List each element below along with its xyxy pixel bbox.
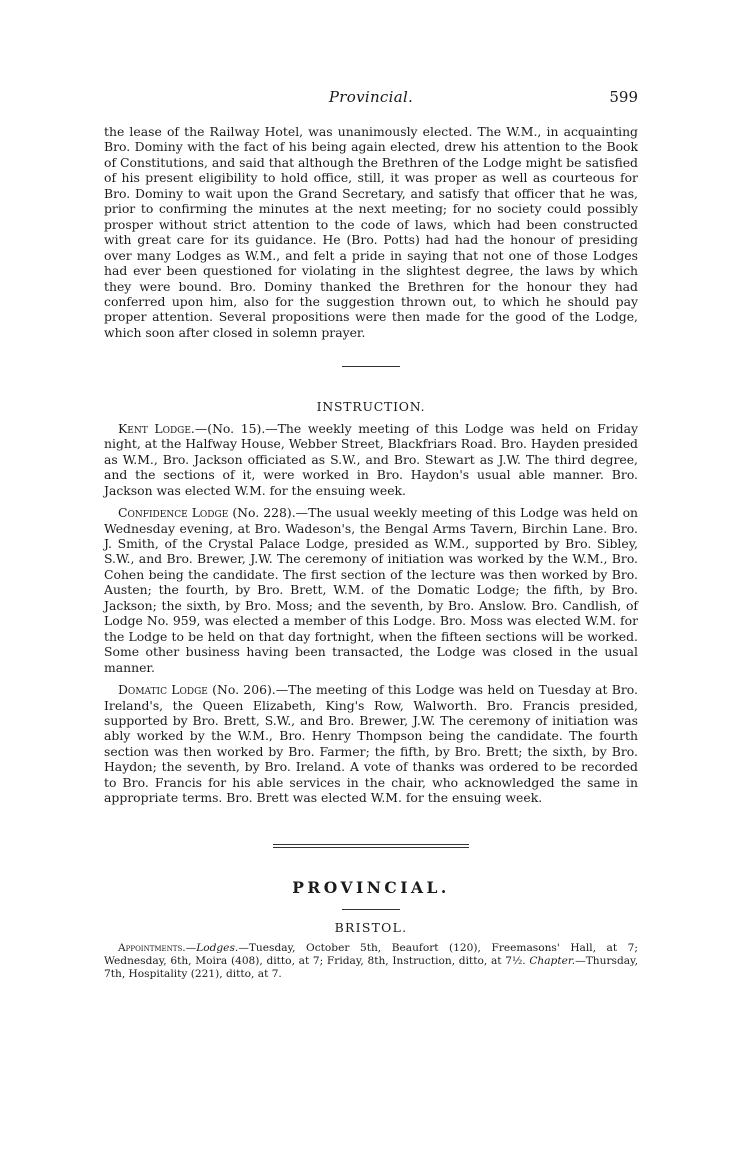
running-head <box>104 88 638 108</box>
bristol-subheading: BRISTOL. <box>334 920 408 936</box>
provincial-heading: PROVINCIAL. <box>292 877 450 897</box>
instruction-heading: INSTRUCTION. <box>316 399 426 415</box>
continuation-paragraph: the lease of the Railway Hotel, was unanimously elected. The W.M., in acquainting Bro. Dominy with the fact of his being again elected, drew his attention to the Book of Constitutions, and said that although the Brethren of the Lodge might be satisfied of his present eligibility to hold office, still, it was proper as well as courteous for Bro. Dominy to wait upon the Grand Secretary, and satisfy that officer that he was, prior to confirming the minutes at the next meeting; for no society could possibly prosper without strict attention to the code of laws, which had been constructed with great care for its guidance. He (Bro. Potts) had had the honour of presiding over many Lodges as W.M., and felt a pride in saying that not one of those Lodges had ever been questioned for violating in the slightest degree, the laws by which they were bound. Bro. Dominy thanked the Brethren for the honour they had conferred upon him, also for the suggestion thrown out, to which he should pay proper attention. Several propositions were then made for the good of the Lodge, which soon after closed in solemn prayer. <box>104 124 638 340</box>
entry-text: (No. 206).—The meeting of this Lodge was held on Tuesday at Bro. Ireland's, the Queen Elizabeth, King's Row, Walworth. Bro. Francis presided, supported by Bro. Brett, S.W., and Bro. Brewer, J.W. The ceremony of initiation was ably worked by the W.M., Bro. Henry Thompson being the candidate. The fourth section was then worked by Bro. Farmer; the fifth, by Bro. Brett; the sixth, by Bro. Haydon; the seventh, by Bro. Ireland. A vote of thanks was ordered to be recorded to Bro. Francis for his able services in the chair, who acknowledged the same in appropriate terms. Bro. Brett was elected W.M. for the ensuing week. <box>104 682 638 806</box>
entry-kent-lodge <box>104 421 638 498</box>
page-content <box>104 124 638 982</box>
dash: — <box>185 941 197 954</box>
entry-confidence-lodge <box>104 505 638 675</box>
heading-underline <box>342 909 400 910</box>
appointments-label: Appointments. <box>118 941 186 954</box>
entry-text: —(No. 15).—The weekly meeting of this Lodge was held on Friday night, at the Halfway House, Webber Street, Blackfriars Road. Bro. Hayden presided as W.M., Bro. Jackson officiated as S.W., and Bro. Stewart as J.W. The third degree, and the sections of it, were worked in Bro. Haydon's usual able manner. Bro. Jackson was elected W.M. for the ensuing week. <box>104 420 638 498</box>
lodge-name-domatic: Domatic Lodge <box>118 682 208 698</box>
lodge-name-kent: Kent Lodge. <box>118 420 195 436</box>
lodges-text: —Tuesday, October 5th, Beaufort (120), Freemasons' Hall, at 7; Wednesday, 6th, Moira (408), ditto, at 7; Friday, 8th, Instruction, ditto, at 7½. <box>104 941 638 967</box>
running-title: Provincial. <box>328 88 414 106</box>
section-divider <box>342 366 400 367</box>
chapter-label: Chapter. <box>529 954 576 967</box>
entry-domatic-lodge <box>104 682 638 806</box>
double-rule-divider <box>273 844 469 848</box>
entry-text: (No. 228).—The usual weekly meeting of this Lodge was held on Wednesday evening, at Bro. Wadeson's, the Bengal Arms Tavern, Birchin Lane. Bro. J. Smith, of the Crystal Palace Lodge, presided as W.M., supported by Bro. Sibley, S.W., and Bro. Brewer, J.W. The ceremony of initiation was worked by the W.M., Bro. Cohen being the candidate. The first section of the lecture was then worked by Bro. Austen; the fourth, by Bro. Brett, W.M. of the Domatic Lodge; the fifth, by Bro. Jackson; the sixth, by Bro. Moss; and the seventh, by Bro. Anslow. Bro. Candlish, of Lodge No. 959, was elected a member of this Lodge. Bro. Moss was elected W.M. for the Lodge to be held on that day fortnight, when the fifteen sections will be worked. Some other business having been transacted, the Lodge was closed in the usual manner. <box>104 505 639 675</box>
chapter-text: —Thursday, 7th, Hospitality (221), ditto, at 7. <box>104 954 638 981</box>
page-number: 599 <box>609 88 638 106</box>
lodges-label: Lodges. <box>196 941 239 954</box>
lodge-name-confidence: Confidence Lodge <box>118 505 229 521</box>
appointments-paragraph <box>104 942 638 982</box>
